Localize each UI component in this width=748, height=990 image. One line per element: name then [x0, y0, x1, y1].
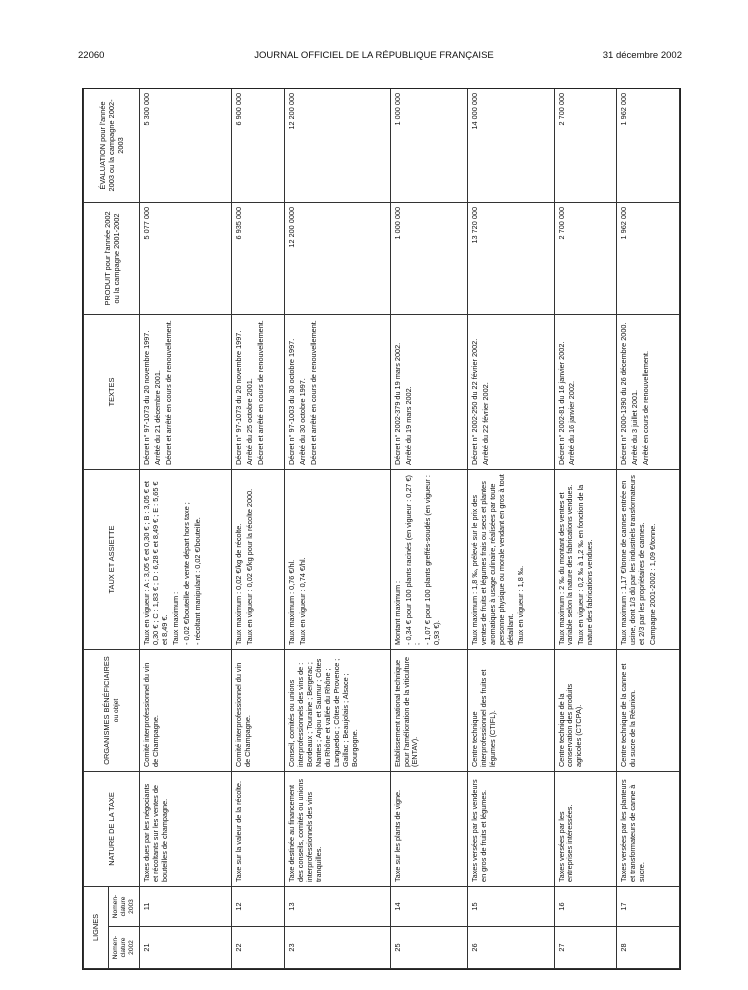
cell-nomen-2003: 14: [390, 886, 467, 926]
cell-evaluation: 6 900 000: [232, 88, 285, 202]
tax-table: [83, 88, 680, 969]
header-organismes: [84, 649, 140, 771]
cell-produit: 5 077 000: [140, 202, 232, 314]
cell-produit: 6 935 000: [232, 202, 285, 314]
cell-nature: Taxes versées par les planteurs et transformateurs de canne à sucre.: [617, 771, 680, 886]
header-produit: PRODUIT pour l'année 2002 ou la campagne 2001-2002: [84, 202, 140, 314]
cell-taux-line: Taux en vigueur : 0,02 €/kg pour la récolte 2000.: [244, 488, 254, 645]
page-date: 31 décembre 2002: [602, 50, 682, 61]
cell-textes: [285, 314, 390, 469]
cell-textes: [390, 314, 467, 469]
cell-taux: [232, 469, 285, 649]
cell-taux-line: Taux maximum : 1,17 €/tonne de cannes entrée en usine, dont 1/3 dû par les industriels transformateurs et 2/3 par les propriétaires de cannes.: [619, 475, 647, 645]
cell-nomen-2003: 11: [140, 886, 232, 926]
cell-textes-line: Arrêté du 21 décembre 2001.: [152, 370, 162, 465]
cell-taux-line: Taux en vigueur : 0,74 €/hl.: [298, 557, 308, 645]
cell-nomen-2002: 22: [232, 927, 285, 969]
header-textes: TEXTES: [84, 314, 140, 469]
cell-taux: [467, 469, 554, 649]
header-evaluation: ÉVALUATION pour l'année 2003 ou la campagne 2002-2003: [84, 88, 140, 202]
table-row: [554, 88, 617, 968]
cell-taux-line: - récoltant manipulant : 0,02 €/bouteille.: [192, 517, 202, 645]
table-row: [140, 88, 232, 968]
table-row: [390, 88, 467, 968]
header-lignes: LIGNES: [84, 886, 109, 968]
cell-taux-line: - 0,34 € pour 100 plants racinés (en vigueur : 0,27 €) ;: [403, 475, 422, 645]
table-frame: [82, 88, 681, 970]
cell-evaluation: 14 000 000: [467, 88, 554, 202]
cell-nature: Taxe destinée au financement des conseils, comités ou unions interprofessionnels des vins tranquilles.: [285, 771, 390, 886]
cell-textes-line: Décret n° 2000-1390 du 26 décembre 2000.: [619, 322, 629, 465]
cell-nomen-2003: 16: [554, 886, 617, 926]
header-taux: TAUX ET ASSIETTE: [84, 469, 140, 649]
cell-produit: 2 700 000: [554, 202, 617, 314]
cell-nomen-2002: 25: [390, 927, 467, 969]
cell-organismes: Centre technique de la canne et du sucre de la Réunion.: [617, 649, 680, 771]
cell-organismes: Conseil, comités ou unions interprofessionnels des vins de : Bordeaux ; Touraine ; Bergerac ; Nantes ; Anjou et Saumur ; Côtes du Rhône et vallée du Rhône ; Languedoc ; Côtes de Provence ; Gaillac ; Beaujolais ; Alsace ; Bourgogne.: [285, 649, 390, 771]
cell-evaluation: 5 300 000: [140, 88, 232, 202]
cell-textes-line: Décret et arrêté en cours de renouvellement.: [309, 320, 319, 465]
cell-textes-line: Arrêté en cours de renouvellement.: [641, 351, 651, 465]
cell-produit: 12 200 0000: [285, 202, 390, 314]
cell-nature: Taxe sur la valeur de la récolte.: [232, 771, 285, 886]
cell-nature: Taxes versées par les entreprises intéressées.: [554, 771, 617, 886]
cell-organismes: Etablissement national technique pour l'amélioration de la viticulture (ENTAV).: [390, 649, 467, 771]
cell-textes-line: Décret n° 97-1003 du 30 octobre 1997.: [287, 338, 297, 465]
cell-produit: 13 720 000: [467, 202, 554, 314]
journal-title: JOURNAL OFFICIEL DE LA RÉPUBLIQUE FRANÇAISE: [254, 50, 494, 61]
cell-textes: [467, 314, 554, 469]
cell-taux-line: Taux maximum :: [170, 591, 180, 645]
cell-textes-line: Arrêté du 3 juillet 2001.: [630, 389, 640, 465]
cell-evaluation: 2 700 000: [554, 88, 617, 202]
cell-taux-line: Taux en vigueur : 1,8 ‰.: [516, 565, 526, 645]
cell-nomen-2002: 27: [554, 927, 617, 969]
cell-taux-line: Montant maximum :: [392, 580, 402, 645]
cell-organismes: Comité interprofessionnel du vin de Champagne.: [140, 649, 232, 771]
cell-taux: [140, 469, 232, 649]
cell-nature: Taxes dues par les négociants et récoltants sur les ventes de bouteilles de champagne.: [140, 771, 232, 886]
cell-textes-line: Décret n° 2002-81 du 16 janvier 2002.: [556, 341, 566, 465]
cell-textes-line: Décret n° 97-1073 du 20 novembre 1997.: [234, 330, 244, 465]
table-row: [467, 88, 554, 968]
cell-nomen-2002: 21: [140, 927, 232, 969]
cell-taux: [617, 469, 680, 649]
cell-taux-line: - 1,07 € pour 100 plants greffés-soudés (en vigueur : 0,93 €).: [423, 475, 442, 645]
rotated-table-container: [83, 89, 680, 969]
cell-textes-line: Décret n° 97-1073 du 20 novembre 1997.: [142, 330, 152, 465]
cell-taux-line: Taux maximum : 1,8 ‰, prélevé sur le prix des ventes de fruits et légumes frais ou secs et plantes aromatiques à usage culinaire, réalisées par toute personne physique ou morale vendant en gros à tout détaillant.: [469, 474, 515, 645]
cell-taux-line: Taux maximum : 0,76 €/hl.: [287, 559, 297, 645]
header-nature: NATURE DE LA TAXE: [84, 771, 140, 886]
cell-taux: [285, 469, 390, 649]
cell-textes-line: Arrêté du 16 janvier 2002.: [567, 381, 577, 465]
cell-textes-line: Décret et arrêté en cours de renouvellement.: [255, 320, 265, 465]
cell-textes-line: Arrêté du 19 mars 2002.: [403, 386, 413, 465]
cell-organismes: Centre technique interprofessionnel des fruits et légumes (CTIFL).: [467, 649, 554, 771]
table-row: [285, 88, 390, 968]
cell-nomen-2002: 28: [617, 927, 680, 969]
cell-textes-line: Décret n° 2002-379 du 19 mars 2002.: [392, 342, 402, 465]
header-nomen-2003: Nomen-clature 2003: [109, 886, 140, 926]
cell-nomen-2003: 17: [617, 886, 680, 926]
cell-produit: 1 962 000: [617, 202, 680, 314]
cell-taux-line: Taux en vigueur : 0,2 ‰ à 1,2 ‰ en fonction de la nature des fabrications vendues.: [576, 484, 595, 645]
cell-textes-line: Arrêté du 30 octobre 1997.: [298, 378, 308, 465]
cell-textes-line: Arrêté du 25 octobre 2001.: [244, 378, 254, 465]
cell-nature: Taxes versées par les vendeurs en gros de fruits et légumes.: [467, 771, 554, 886]
cell-nature: Taxe sur les plants de vigne.: [390, 771, 467, 886]
cell-textes: [232, 314, 285, 469]
table-row: [617, 88, 680, 968]
header-nomen-2002: Nomen-clature 2002: [109, 927, 140, 969]
cell-evaluation: 12 200 000: [285, 88, 390, 202]
page-number: 22060: [78, 50, 105, 61]
cell-organismes: Comité interprofessionnel du vin de Champagne.: [232, 649, 285, 771]
cell-taux: [390, 469, 467, 649]
cell-textes-line: Décret n° 2002-250 du 22 février 2002.: [469, 338, 479, 465]
table-body: [140, 88, 680, 968]
cell-taux-line: Campagne 2001-2002 : 1,09 €/tonne.: [647, 523, 657, 645]
cell-taux-line: Taux maximum : 0,02 €/kg de récolte.: [234, 523, 244, 645]
table-row: [232, 88, 285, 968]
cell-textes: [140, 314, 232, 469]
cell-textes: [554, 314, 617, 469]
cell-nomen-2003: 13: [285, 886, 390, 926]
cell-taux-line: Taux maximum : 2 ‰ du montant des ventes et variable selon la nature des fabrications vendues.: [556, 484, 575, 645]
cell-textes-line: Arrêté du 22 février 2002.: [480, 382, 490, 465]
header-organismes-sub: ou objet: [113, 698, 121, 723]
cell-nomen-2003: 12: [232, 886, 285, 926]
cell-textes-line: Décret et arrêté en cours de renouvellement.: [163, 320, 173, 465]
cell-evaluation: 1 962 000: [617, 88, 680, 202]
header-organismes-label: ORGANISMES BÉNÉFICIAIRES: [102, 656, 112, 765]
cell-organismes: Centre technique de la conservation des produits agricoles (CTCPA).: [554, 649, 617, 771]
cell-nomen-2002: 23: [285, 927, 390, 969]
cell-nomen-2003: 15: [467, 886, 554, 926]
cell-textes: [617, 314, 680, 469]
cell-evaluation: 1 000 000: [390, 88, 467, 202]
cell-taux-line: Taux en vigueur : A : 3,05 € et 0,30 € ; B : 3,05 € et 0,30 € ; C : 1,83 € ; D : 6,28 € et 8,49 € ; E : 5,65 € et 8,49 €.: [142, 481, 169, 645]
cell-taux-line: - 0,02 €/bouteille de vente départ hors taxe ;: [181, 502, 191, 645]
cell-taux: [554, 469, 617, 649]
cell-produit: 1 000 000: [390, 202, 467, 314]
cell-nomen-2002: 26: [467, 927, 554, 969]
